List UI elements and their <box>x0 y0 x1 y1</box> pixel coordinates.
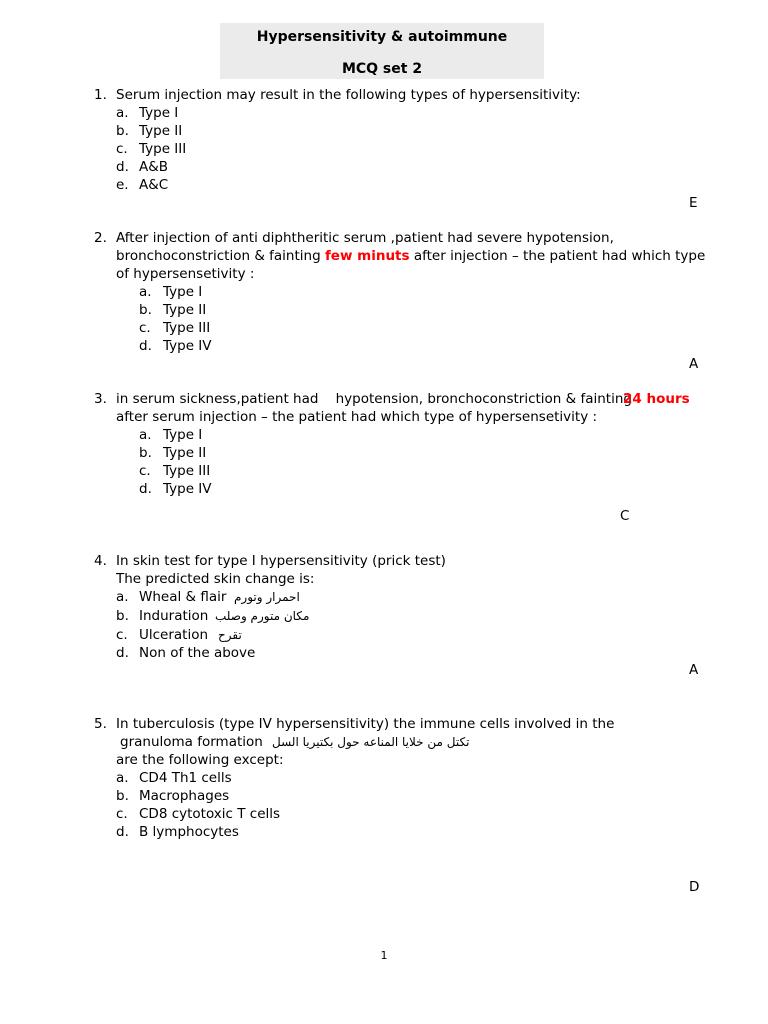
highlighted-text: 24 hours <box>623 391 690 407</box>
option-letter: d. <box>116 824 129 840</box>
option-text: Non of the above <box>139 645 256 661</box>
answer-key: E <box>689 195 698 211</box>
arabic-gloss: تكتل من خلايا المناعه حول بكتيريا السل <box>272 735 470 749</box>
option-letter: c. <box>116 627 128 643</box>
question-text: After injection of anti diphtheritic serum ,patient had severe hypotension, <box>116 230 614 246</box>
option-letter: c. <box>139 320 151 336</box>
option-letter: a. <box>116 770 129 786</box>
question-number: 3. <box>94 391 107 407</box>
question-number: 4. <box>94 553 107 569</box>
option-letter: a. <box>116 105 129 121</box>
option-letter: b. <box>116 123 129 139</box>
option-text: Type III <box>163 463 211 479</box>
option-letter: b. <box>116 608 129 624</box>
option-letter: b. <box>139 302 152 318</box>
option-text: Type III <box>163 320 211 336</box>
highlighted-text: few minuts <box>324 248 410 264</box>
question-text-line: granuloma formation <box>120 734 263 750</box>
question-text: In tuberculosis (type IV hypersensitivity) the immune cells involved in the <box>116 716 615 732</box>
option-text: Type IV <box>163 481 212 497</box>
option-text: A&C <box>139 177 169 193</box>
option-letter: a. <box>139 427 152 443</box>
option-letter: c. <box>116 141 128 157</box>
option-text: Type II <box>163 445 207 461</box>
arabic-gloss: تقرح <box>218 628 242 642</box>
option-text: Type II <box>163 302 207 318</box>
question-text: Serum injection may result in the following types of hypersensitivity: <box>116 87 581 103</box>
document-subtitle: MCQ set 2 <box>341 61 423 77</box>
option-text: Type I <box>163 284 203 300</box>
question-text-line: are the following except: <box>116 752 284 768</box>
option-letter: b. <box>139 445 152 461</box>
option-letter: c. <box>139 463 151 479</box>
question-text-line: The predicted skin change is: <box>116 571 315 587</box>
option-letter: d. <box>116 159 129 175</box>
question-text: in serum sickness,patient had hypotension, bronchoconstriction & fainting <box>116 391 632 407</box>
option-text: Type IV <box>163 338 212 354</box>
option-letter: d. <box>116 645 129 661</box>
option-letter: e. <box>116 177 129 193</box>
option-text: Wheal & flair <box>139 589 227 605</box>
option-text: B lymphocytes <box>139 824 239 840</box>
document-title: Hypersensitivity & autoimmune <box>256 29 508 45</box>
option-letter: a. <box>139 284 152 300</box>
answer-key: C <box>620 508 630 524</box>
option-text: Type III <box>139 141 187 157</box>
option-text: Induration <box>139 608 209 624</box>
option-letter: a. <box>116 589 129 605</box>
question-text-line: bronchoconstriction & fainting few minuts after injection – the patient had which type <box>116 248 706 264</box>
option-text: CD8 cytotoxic T cells <box>139 806 281 822</box>
question-text-line: of hypersensetivity : <box>116 266 255 282</box>
option-text: Type II <box>139 123 183 139</box>
title-box <box>220 23 544 79</box>
question-text: In skin test for type I hypersensitivity (prick test) <box>116 553 446 569</box>
answer-key: D <box>689 879 700 895</box>
option-letter: b. <box>116 788 129 804</box>
option-text: Type I <box>163 427 203 443</box>
option-text: Macrophages <box>139 788 230 804</box>
option-text: Type I <box>139 105 179 121</box>
question-number: 2. <box>94 230 107 246</box>
option-letter: d. <box>139 338 152 354</box>
question-text-line: after serum injection – the patient had which type of hypersensetivity : <box>116 409 598 425</box>
option-letter: c. <box>116 806 128 822</box>
option-text: CD4 Th1 cells <box>139 770 232 786</box>
answer-key: A <box>689 662 699 678</box>
option-text: A&B <box>139 159 169 175</box>
answer-key: A <box>689 356 699 372</box>
question-number: 1. <box>94 87 107 103</box>
arabic-gloss: احمرار وتورم <box>234 590 300 604</box>
question-number: 5. <box>94 716 107 732</box>
page-number: 1 <box>380 949 388 962</box>
option-text: Ulceration <box>139 627 209 643</box>
arabic-gloss: مكان متورم وصلب <box>215 609 310 623</box>
option-letter: d. <box>139 481 152 497</box>
